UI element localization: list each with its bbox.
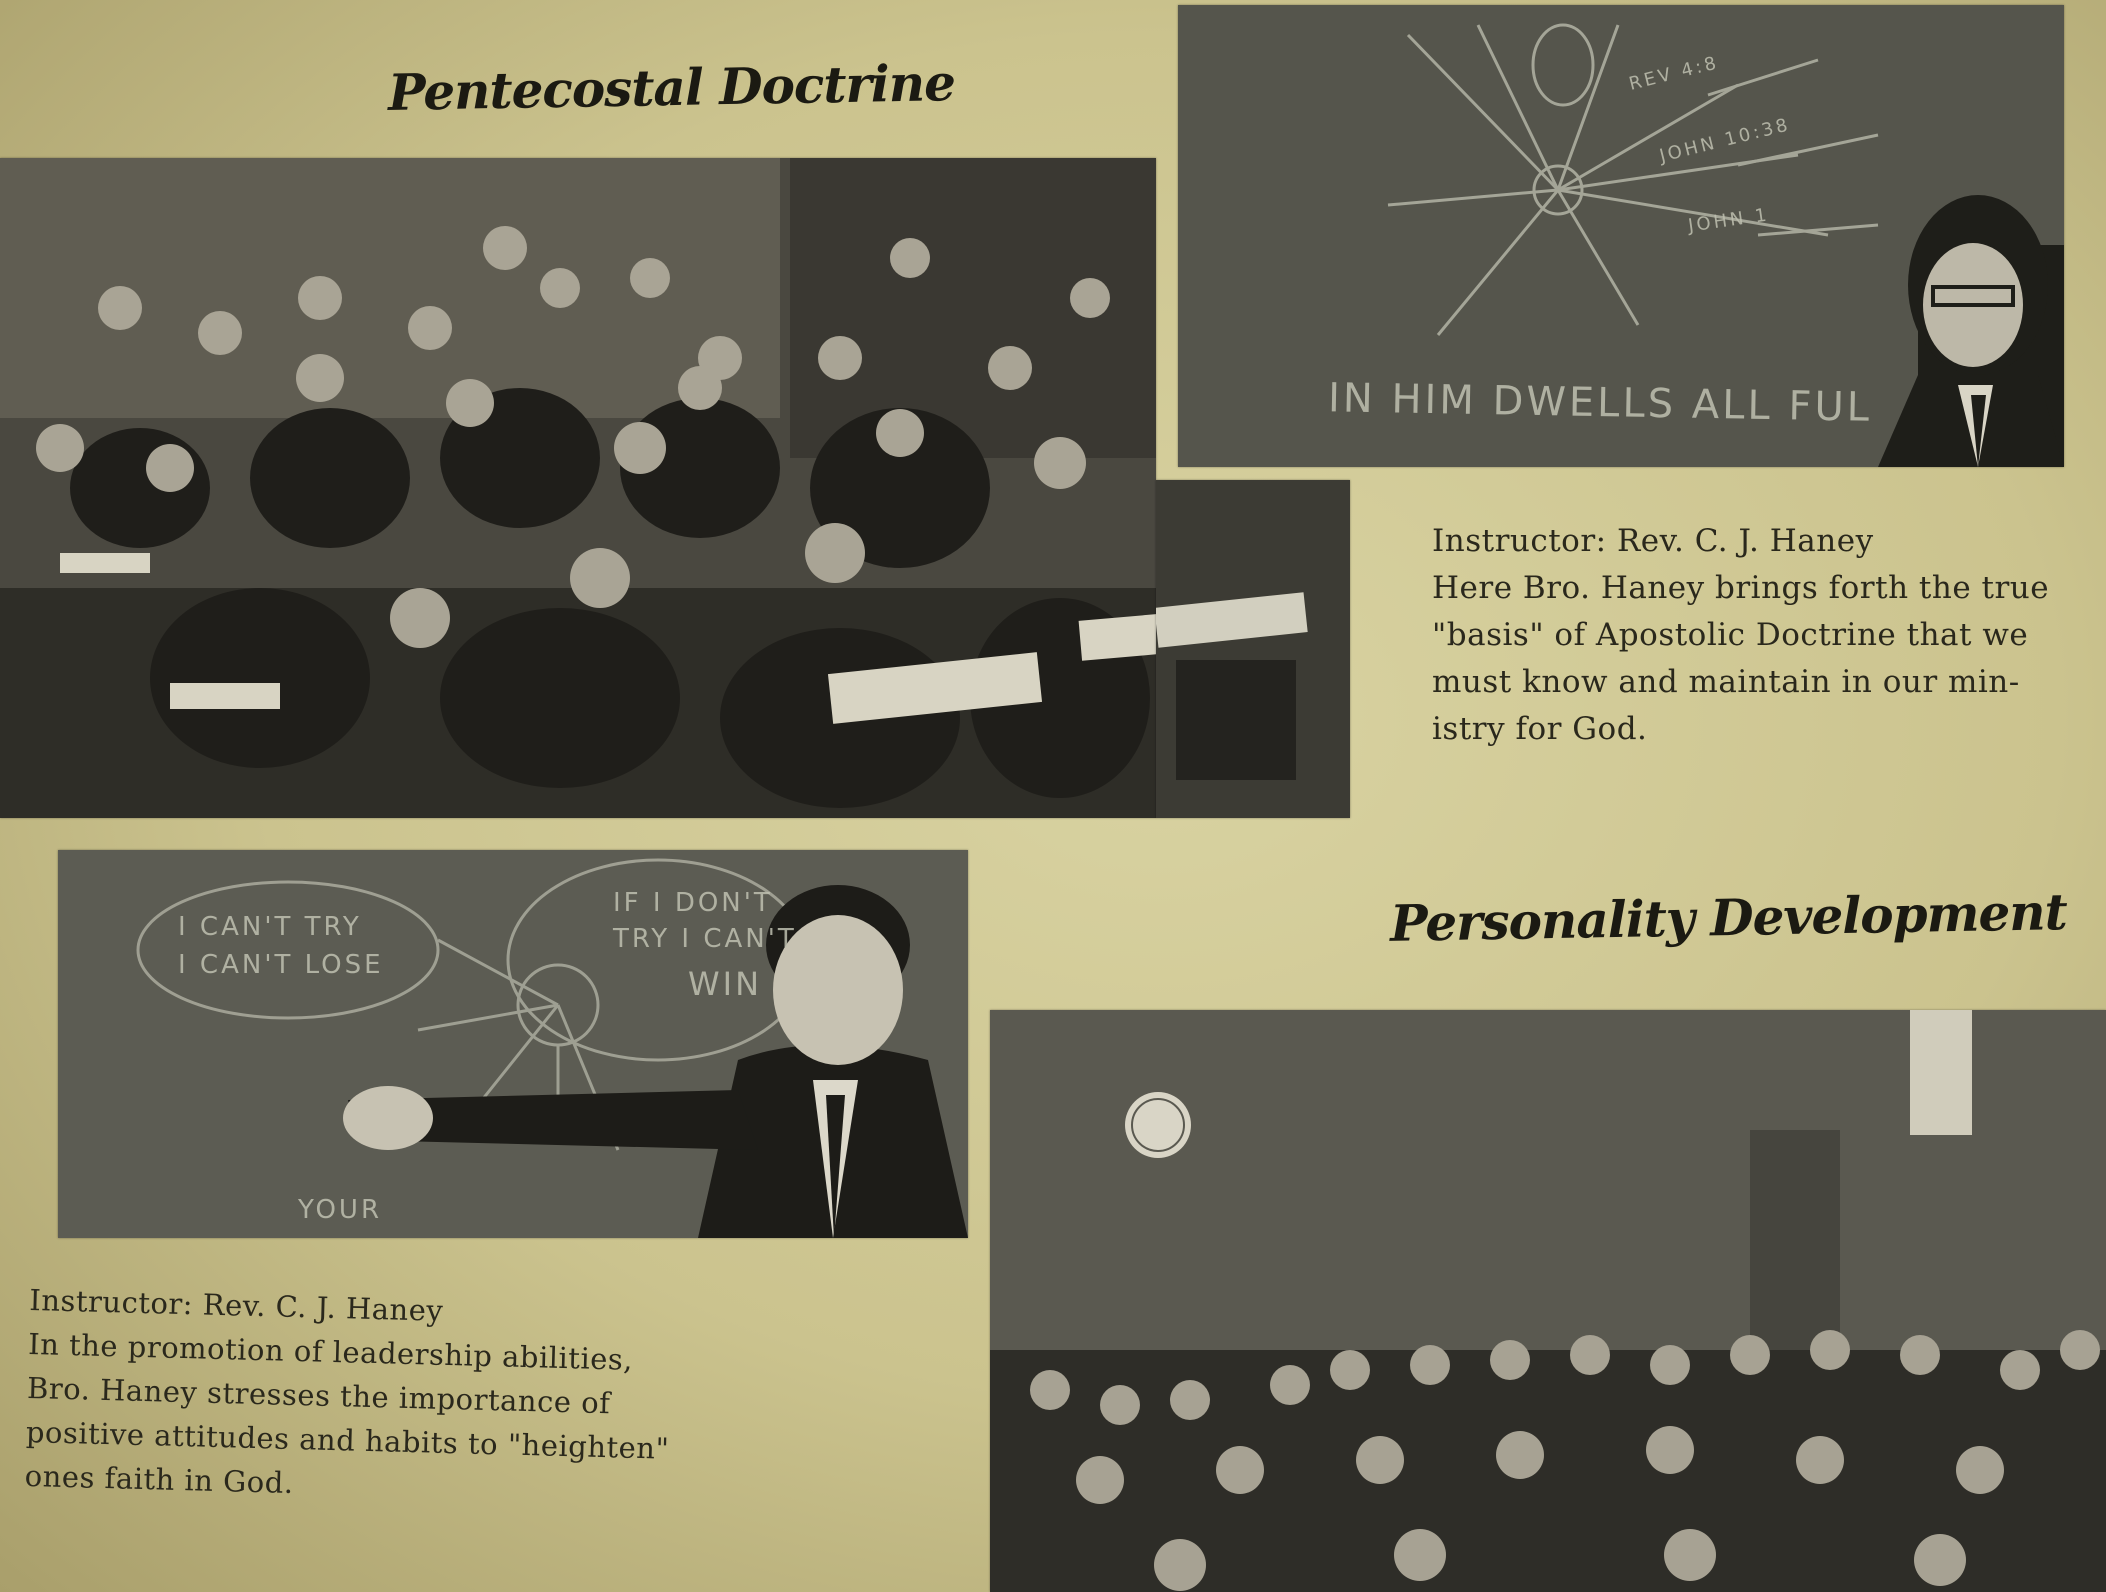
blackboard-text-in-him-dwells: IN HIM DWELLS ALL FUL <box>1327 375 1873 431</box>
photo-blackboard-instructor <box>1178 5 2064 467</box>
section-title-pentecostal-doctrine: Pentecostal Doctrine <box>387 53 956 122</box>
photo-classroom-students <box>0 158 1156 818</box>
bubble-right-line-2: TRY I CAN'T <box>613 924 797 954</box>
bubble-right-line-1: IF I DON'T <box>613 888 773 918</box>
caption-line: In the promotion of leadership abilities, <box>27 1326 634 1377</box>
board-label-john-1: JOHN 1 <box>1686 204 1771 237</box>
board-label-rev: REV 4:8 <box>1626 52 1722 95</box>
board-word-your: YOUR <box>298 1195 383 1225</box>
caption-line: Here Bro. Haney brings forth the true <box>1432 570 2050 606</box>
caption-instructor: Instructor: Rev. C. J. Haney <box>1432 523 1874 559</box>
caption-pentecostal-doctrine <box>1432 518 2049 753</box>
caption-personality-development <box>24 1278 673 1515</box>
bubble-left-line-1: I CAN'T TRY <box>178 912 362 942</box>
caption-line: positive attitudes and habits to "heighten" <box>25 1414 670 1466</box>
photo-personality-class <box>990 1010 2106 1592</box>
section-title-personality-development: Personality Development <box>1389 882 2068 953</box>
caption-line: "basis" of Apostolic Doctrine that we <box>1432 617 2029 653</box>
caption-line: istry for God. <box>1432 711 1648 747</box>
caption-line: must know and maintain in our min- <box>1432 664 2020 700</box>
caption-instructor: Instructor: Rev. C. J. Haney <box>28 1282 444 1328</box>
caption-line: Bro. Haney stresses the importance of <box>26 1370 611 1421</box>
photo-instructor-pointing <box>58 850 968 1238</box>
bubble-right-line-3: WIN <box>688 965 763 1003</box>
photo-classroom-extension <box>1156 480 1350 818</box>
bubble-left-line-2: I CAN'T LOSE <box>178 950 384 980</box>
caption-line: ones faith in God. <box>24 1458 294 1500</box>
board-label-john-10: JOHN 10:38 <box>1657 114 1793 167</box>
